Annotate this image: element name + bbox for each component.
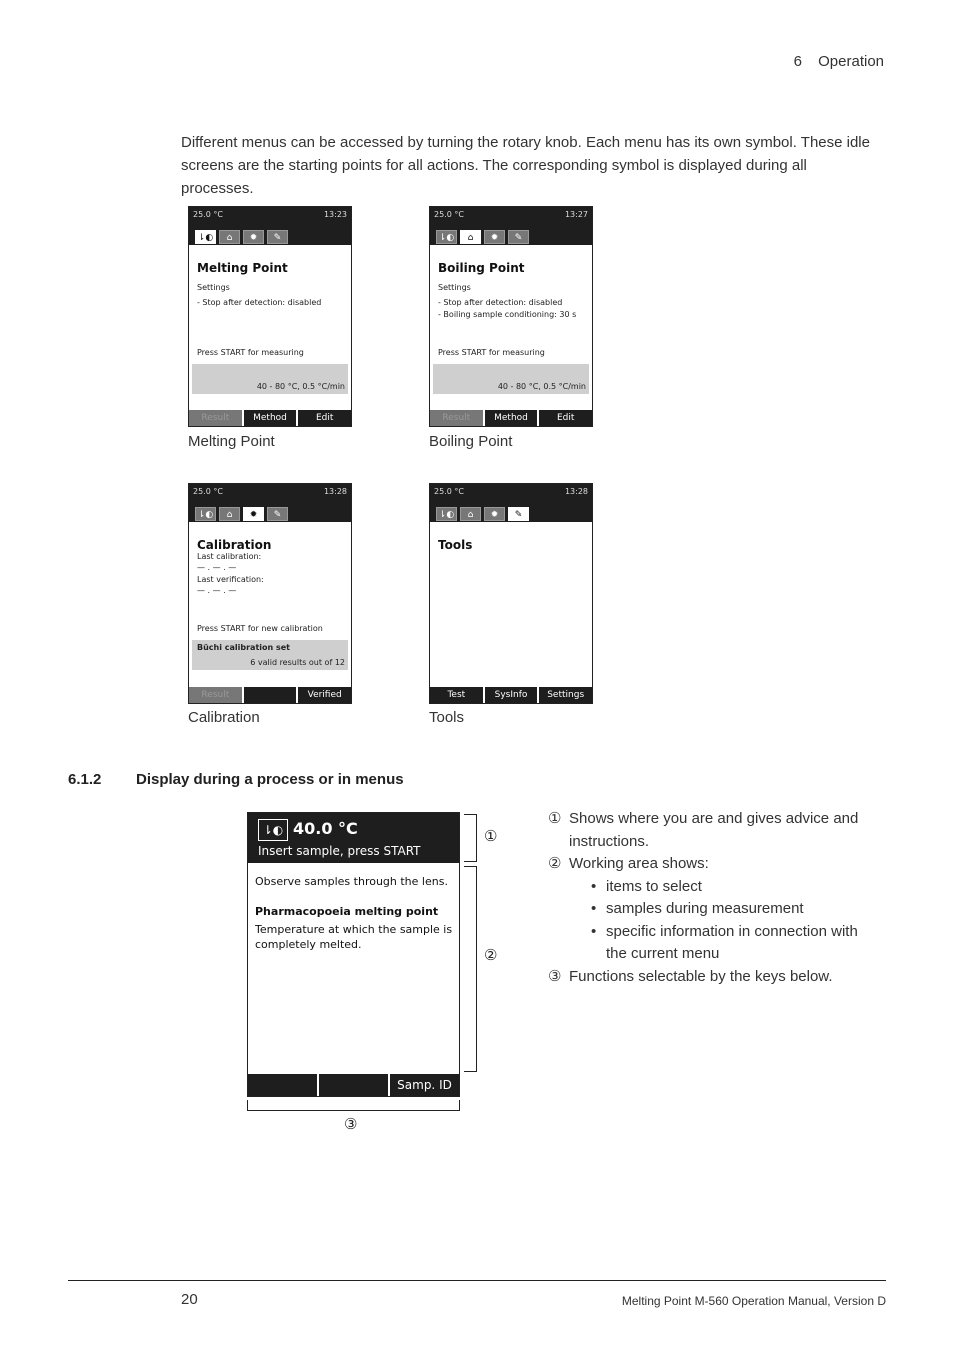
- legend-bullet: • items to select: [606, 876, 878, 899]
- tools-caption: Tools: [429, 709, 465, 726]
- boiling-point-caption: Boiling Point: [429, 433, 513, 450]
- status-bar: [189, 484, 351, 522]
- method-range-box: [433, 364, 589, 394]
- calibration-set-box: [192, 640, 348, 670]
- legend-item-1: ① Shows where you are and gives advice and instructions.: [548, 810, 859, 850]
- boiling-point-icon: ⌂: [460, 507, 481, 521]
- clock-readout: 13:28: [564, 487, 588, 496]
- softkey-bar: [430, 410, 592, 426]
- result-softkey: Result: [189, 410, 242, 426]
- screen-title: Calibration: [197, 538, 272, 552]
- menu-tabs: [436, 507, 529, 521]
- temperature-readout: 25.0 °C: [193, 487, 223, 496]
- calibration-caption: Calibration: [188, 709, 260, 726]
- melting-point-icon: ⇂◐: [436, 230, 457, 244]
- status-bar: [430, 207, 592, 245]
- start-prompt: Press START for measuring: [197, 348, 304, 357]
- screen-title: Boiling Point: [438, 261, 525, 275]
- calibration-set-name: Büchi calibration set: [197, 643, 291, 652]
- tools-wrench-icon: ✎: [508, 230, 529, 244]
- header-bracket: [464, 814, 477, 862]
- sysinfo-softkey: SysInfo: [483, 687, 538, 703]
- temperature-readout: 25.0 °C: [193, 210, 223, 219]
- edit-softkey: Edit: [537, 410, 592, 426]
- intro-paragraph: Different menus can be accessed by turning the rotary knob. Each menu has its own symbol. These idle screens are the starting points for all actions. The corresponding symbol is displayed during all processes.: [181, 134, 870, 197]
- working-area-line: completely melted.: [255, 938, 362, 951]
- last-verification-label: Last verification:: [197, 575, 264, 584]
- last-verification-value: — . — . —: [197, 586, 237, 595]
- section-number: 6.1.2: [68, 771, 102, 788]
- valid-results: 6 valid results out of 12: [250, 658, 345, 667]
- status-bar: [189, 207, 351, 245]
- section-heading: [68, 771, 404, 788]
- tools-wrench-icon: ✎: [267, 507, 288, 521]
- display-header: [248, 813, 459, 863]
- calibration-icon: ✹: [243, 230, 264, 244]
- edit-softkey: Edit: [296, 410, 351, 426]
- result-softkey: Result: [189, 687, 242, 703]
- clock-readout: 13:27: [564, 210, 588, 219]
- page-header: [794, 53, 884, 70]
- melting-point-icon: ⇂◐: [436, 507, 457, 521]
- last-calibration-value: — . — . —: [197, 563, 237, 572]
- boiling-point-screen: [429, 206, 593, 427]
- status-bar: [430, 484, 592, 522]
- legend-item-2: ② Working area shows:: [548, 855, 709, 872]
- settings-line: - Boiling sample conditioning: 30 s: [438, 310, 577, 319]
- method-range: 40 - 80 °C, 0.5 °C/min: [256, 382, 345, 391]
- document-title: Melting Point M-560 Operation Manual, Version D: [621, 1294, 886, 1308]
- menu-tabs: [195, 507, 288, 521]
- chapter-title: Operation: [818, 53, 884, 70]
- instruction-text: Insert sample, press START: [258, 844, 421, 858]
- sample-id-softkey: Samp. ID: [388, 1074, 459, 1096]
- calibration-icon: ✹: [243, 507, 264, 521]
- calibration-icon: ✹: [484, 507, 505, 521]
- boiling-point-icon: ⌂: [219, 507, 240, 521]
- screen-title: Tools: [438, 538, 473, 552]
- working-area-heading: Pharmacopoeia melting point: [255, 905, 439, 918]
- verified-softkey: Verified: [296, 687, 351, 703]
- empty-softkey: [248, 1074, 317, 1096]
- empty-softkey: [242, 687, 297, 703]
- melting-point-screen: [188, 206, 352, 427]
- footer-divider: [68, 1280, 886, 1281]
- softkey-bar: [189, 410, 351, 426]
- screen-title: Melting Point: [197, 261, 288, 275]
- boiling-point-icon: ⌂: [219, 230, 240, 244]
- legend-bullet: • specific information in connection with the current menu: [606, 921, 878, 966]
- method-softkey: Method: [242, 410, 297, 426]
- current-temperature: 40.0 °C: [293, 819, 358, 838]
- settings-label: Settings: [197, 283, 230, 292]
- clock-readout: 13:28: [323, 487, 347, 496]
- calibration-icon: ✹: [484, 230, 505, 244]
- callout-2: ②: [484, 947, 498, 964]
- settings-line: - Stop after detection: disabled: [438, 298, 563, 307]
- method-range-box: [192, 364, 348, 394]
- legend-bullets: [548, 876, 878, 966]
- callout-3: ③: [344, 1116, 358, 1133]
- melting-point-icon: ⇂◐: [258, 819, 288, 841]
- section-title: Display during a process or in menus: [136, 771, 404, 788]
- menu-tabs: [195, 230, 288, 244]
- result-softkey: Result: [430, 410, 483, 426]
- settings-line: - Stop after detection: disabled: [197, 298, 322, 307]
- chapter-number: 6: [793, 53, 802, 70]
- legend-item-3: ③ Functions selectable by the keys below.: [548, 967, 833, 985]
- empty-softkey: [317, 1074, 388, 1096]
- method-softkey: Method: [483, 410, 538, 426]
- working-area-line: Temperature at which the sample is: [255, 923, 453, 936]
- method-range: 40 - 80 °C, 0.5 °C/min: [497, 382, 586, 391]
- process-display: [247, 812, 460, 1097]
- last-calibration-label: Last calibration:: [197, 552, 262, 561]
- start-prompt: Press START for measuring: [438, 348, 545, 357]
- clock-readout: 13:23: [323, 210, 347, 219]
- softkey-bar: [248, 1074, 459, 1096]
- tools-wrench-icon: ✎: [267, 230, 288, 244]
- tools-wrench-icon: ✎: [508, 507, 529, 521]
- settings-label: Settings: [438, 283, 471, 292]
- softkey-bar: [430, 687, 592, 703]
- callout-1: ①: [484, 828, 498, 845]
- melting-point-caption: Melting Point: [188, 433, 275, 450]
- temperature-readout: 25.0 °C: [434, 210, 464, 219]
- boiling-point-icon: ⌂: [460, 230, 481, 244]
- tools-screen: [429, 483, 593, 704]
- melting-point-icon: ⇂◐: [195, 230, 216, 244]
- start-prompt: Press START for new calibration: [197, 624, 323, 633]
- temperature-readout: 25.0 °C: [434, 487, 464, 496]
- legend-bullet: • samples during measurement: [606, 898, 878, 921]
- menu-tabs: [436, 230, 529, 244]
- display-legend: [548, 808, 878, 988]
- softkey-bar: [189, 687, 351, 703]
- working-area-line: Observe samples through the lens.: [255, 875, 448, 888]
- softkey-bracket: [247, 1100, 460, 1111]
- page-number: 20: [181, 1291, 198, 1308]
- test-softkey: Test: [447, 690, 466, 700]
- working-area-bracket: [464, 866, 477, 1072]
- calibration-screen: [188, 483, 352, 704]
- settings-softkey: Settings: [537, 687, 592, 703]
- melting-point-icon: ⇂◐: [195, 507, 216, 521]
